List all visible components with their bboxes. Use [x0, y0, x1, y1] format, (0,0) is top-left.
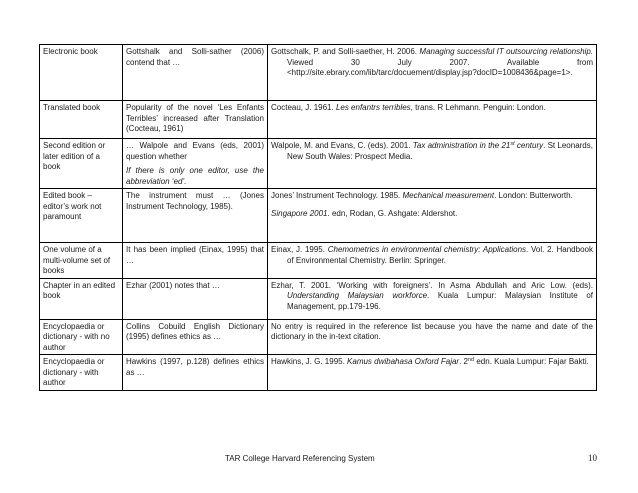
citation-text: Collins Cobuild English Dictionary (1995) defines ethics as … [126, 321, 264, 341]
reference-entry [271, 47, 593, 79]
reference-entry [271, 281, 593, 313]
reference-entry [271, 103, 593, 114]
source-type-cell: One volume of a multi-volume set of books [40, 243, 123, 279]
source-type-cell: Electronic book [40, 45, 123, 101]
reference-text: . Kuala Lumpur: Malaysian Institute of Management, pp.179-196. [287, 291, 593, 311]
reference-text: Hawkins, J. G. 1995. [271, 357, 348, 366]
reference-text: , trans. R Lehmann. Penguin: London. [410, 103, 546, 112]
reference-entry [271, 191, 593, 202]
table-row [40, 355, 597, 391]
reference-list-cell [268, 189, 597, 243]
citation-text: Gottshalk and Solli-sather (2006) contend that … [126, 47, 264, 67]
italic-title-text: Chemometrics in environmental chemistry: Applications [327, 245, 527, 254]
reference-text: . 2 [459, 357, 468, 366]
citation-text: Popularity of the novel ‘Les Enfants Terribles’ increased after Translation (Cocteau, 1961) [126, 103, 264, 133]
in-text-citation-cell [123, 139, 268, 189]
table-row [40, 319, 597, 355]
reference-text: No entry is required in the reference list because you have the name and date of the dictionary in the in-text citation. [271, 321, 593, 341]
in-text-citation-cell [123, 319, 268, 355]
reference-text: . edn, Rodan, G. Ashgate: Aldershot. [327, 208, 458, 218]
reference-text: Gottschalk, P. and Solli-saether, H. 2006. [271, 47, 420, 56]
footer-title: TAR College Harvard Referencing System [225, 454, 375, 463]
emphasis-text: st [510, 141, 515, 147]
reference-text: Ezhar, T. 2001. ‘Working with foreigners’. In Asma Abdullah and Aric Low. (eds). [271, 280, 593, 290]
italic-title-text: Managing successful IT outsourcing relationship. [419, 47, 593, 56]
citation-text: It has been implied (Einax, 1995) that … [126, 245, 264, 265]
in-text-citation-cell [123, 101, 268, 139]
source-type-cell: Encyclopaedia or dictionary - with no author [40, 319, 123, 355]
in-text-citation-cell [123, 243, 268, 279]
table-row [40, 45, 597, 101]
table-row [40, 189, 597, 243]
source-type-cell: Chapter in an edited book [40, 278, 123, 319]
italic-title-text: century [514, 141, 544, 150]
reference-text: Jones’ Instrument Technology. 1985. [271, 191, 403, 200]
reference-entry [271, 322, 593, 343]
page-number: 10 [588, 453, 597, 463]
italic-title-text: Understanding Malaysian workforce [287, 291, 428, 300]
reference-list-cell [268, 101, 597, 139]
in-text-citation-cell [123, 355, 268, 391]
italic-title-text: Kamus dwibahasa Oxford Fajar [347, 357, 460, 366]
reference-list-cell [268, 355, 597, 391]
table-row [40, 243, 597, 279]
reference-text: Viewed 30 July 2007. Available from <http://site.ebrary.com/lib/tarc/docuement/display.jsp?docID=1008436&page=1>. [287, 57, 593, 77]
reference-list-cell [268, 45, 597, 101]
in-text-citation-cell [123, 278, 268, 319]
reference-list-cell [268, 319, 597, 355]
source-type-cell: Second edition or later edition of a book [40, 139, 123, 189]
referencing-table-body [40, 45, 597, 391]
source-type-cell: Edited book – editor’s work not paramount [40, 189, 123, 243]
reference-entry [271, 357, 593, 368]
source-type-cell: Translated book [40, 101, 123, 139]
reference-list-cell [268, 139, 597, 189]
source-type-cell: Encyclopaedia or dictionary - with author [40, 355, 123, 391]
reference-text: Cocteau, J. 1961. [271, 103, 336, 112]
reference-entry-extra [271, 209, 593, 220]
in-text-citation-cell [123, 189, 268, 243]
italic-title-text: Singapore 2001 [271, 208, 328, 218]
superscript-text: nd [468, 357, 475, 363]
reference-list-cell [268, 243, 597, 279]
reference-text: Einax, J. 1995. [271, 245, 328, 254]
referencing-table [39, 44, 597, 391]
citation-note: If there is only one editor, use the abbreviation ‘ed’. [126, 166, 264, 186]
citation-text: Hawkins (1997, p.128) defines ethics as … [126, 357, 264, 377]
in-text-citation-cell [123, 45, 268, 101]
reference-entry [271, 245, 593, 266]
italic-title-text: Mechanical measurement [402, 191, 495, 200]
reference-text: . St Leonards, New South Wales: Prospect Media. [287, 141, 593, 161]
reference-text: . London: Butterworth. [494, 191, 573, 200]
reference-list-cell [268, 278, 597, 319]
reference-text: . Vol. 2. Handbook of Environmental Chemistry. Berlin: Springer. [287, 245, 593, 265]
reference-text: Walpole, M. and Evans, C. (eds). 2001. [271, 141, 413, 150]
citation-text: Ezhar (2001) notes that … [126, 280, 220, 290]
citation-text: The instrument must … (Jones Instrument Technology, 1985). [126, 191, 264, 211]
reference-entry [271, 141, 593, 162]
table-row [40, 139, 597, 189]
italic-title-text: Tax administration in the 21 [412, 141, 511, 150]
citation-text: … Walpole and Evans (eds, 2001) question whether [126, 141, 264, 161]
table-row [40, 278, 597, 319]
reference-text: edn. Kuala Lumpur: Fajar Bakti. [474, 357, 589, 366]
table-row [40, 101, 597, 139]
italic-title-text: Les enfantrs terribles [335, 103, 411, 112]
